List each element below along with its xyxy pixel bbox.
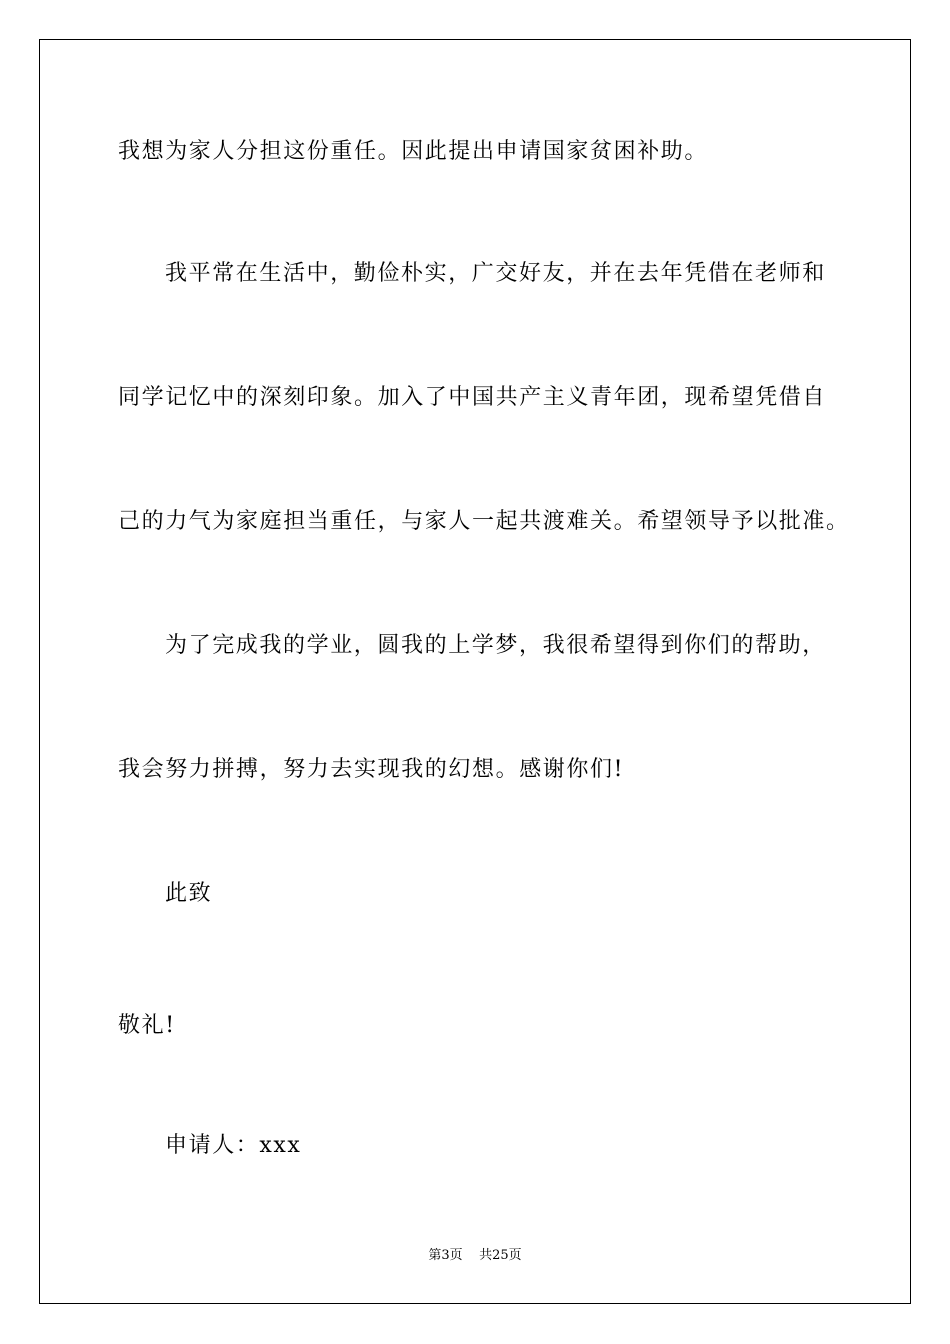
body-line: 我平常在生活中，勤俭朴实，广交好友，并在去年凭借在老师和 (165, 261, 826, 286)
body-line: 我会努力拼搏，努力去实现我的幻想。感谢你们! (118, 757, 625, 782)
closing-salutation: 此致 (165, 881, 213, 906)
body-line: 己的力气为家庭担当重任，与家人一起共渡难关。希望领导予以批准。 (118, 509, 850, 534)
closing-regards: 敬礼! (118, 1013, 176, 1038)
body-line: 为了完成我的学业，圆我的上学梦，我很希望得到你们的帮助， (165, 633, 826, 658)
body-line: 同学记忆中的深刻印象。加入了中国共产主义青年团，现希望凭借自 (118, 385, 827, 410)
body-line: 我想为家人分担这份重任。因此提出申请国家贫困补助。 (118, 139, 709, 164)
page-border (39, 39, 911, 1304)
page-footer: 第3页 共25页 (428, 1248, 522, 1263)
applicant-signature: 申请人：xxx (165, 1133, 302, 1158)
